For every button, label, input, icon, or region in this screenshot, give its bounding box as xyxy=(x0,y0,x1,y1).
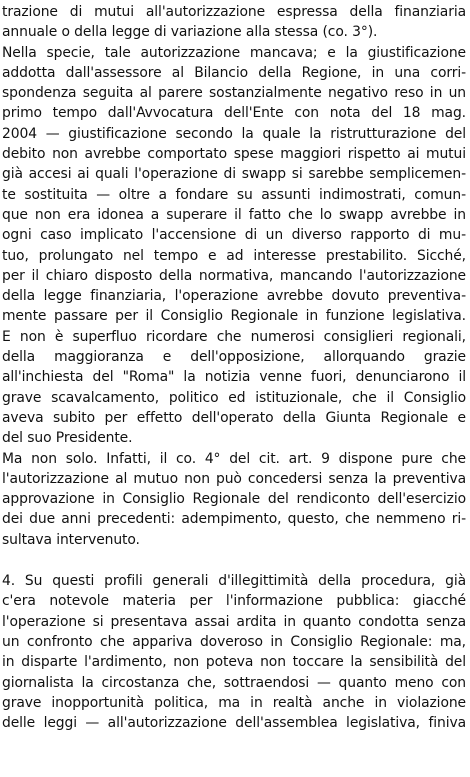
paragraph-gap xyxy=(0,550,470,571)
text-line: grave scavalcamento, politico ed istituzionale, che il Consiglio xyxy=(2,389,466,406)
text-line: trazione di mutui all'autorizzazione espressa della finanziaria xyxy=(2,4,466,20)
text-line: della legge finanziaria, l'operazione avrebbe dovuto preventiva- xyxy=(2,288,466,305)
text-line: debito non avrebbe comportato spese maggiori rispetto ai mutui xyxy=(2,146,466,163)
text-line: 4. Su questi profili generali d'illegittimità della procedura, già xyxy=(2,573,466,590)
text-line: l'autorizzazione al mutuo non può concedersi senza la preventiva xyxy=(2,470,466,487)
paragraph-block-2 xyxy=(0,571,470,733)
text-line: primo tempo dall'Avvocatura dell'Ente con nota del 18 mag. xyxy=(2,105,466,122)
text-line: grave inopportunità politica, ma in realtà anche in violazione xyxy=(2,694,466,711)
text-line: del suo Presidente. xyxy=(2,430,133,447)
text-line: spondenza seguita al parere sostanzialmente negativo reso in un xyxy=(2,85,466,102)
text-line: te sostituita — oltre a fondare su assunti indimostrati, comun- xyxy=(2,186,466,203)
text-line: sultava intervenuto. xyxy=(2,531,140,548)
paragraph-block-1 xyxy=(0,2,470,550)
text-line: approvazione in Consiglio Regionale del rendiconto dell'esercizio xyxy=(2,491,466,508)
text-line: tuo, prolungato nel tempo e ad interesse prestabilito. Sicché, xyxy=(2,247,466,264)
text-line: aveva subito per effetto dell'operato della Giunta Regionale e xyxy=(2,409,466,426)
text-line: delle leggi — all'autorizzazione dell'assemblea legislativa, finiva xyxy=(2,715,466,732)
text-line: mente passare per il Consiglio Regionale in funzione legislativa. xyxy=(2,308,466,325)
text-line: per il chiaro disposto della normativa, mancando l'autorizzazione xyxy=(2,267,466,284)
text-line: all'inchiesta del "Roma" la notizia venne fuori, denunciarono il xyxy=(2,369,466,386)
text-line: E non è superfluo ricordare che numerosi consiglieri regionali, xyxy=(2,328,466,345)
text-line: un confronto che appariva doveroso in Consiglio Regionale: ma, xyxy=(2,633,466,650)
text-line: l'operazione si presentava assai ardita in quanto condotta senza xyxy=(2,613,466,630)
document-page xyxy=(0,2,470,733)
text-line: della maggioranza e dell'opposizione, allorquando grazie xyxy=(2,349,466,366)
text-line: Ma non solo. Infatti, il co. 4° del cit. art. 9 dispone pure che xyxy=(2,450,466,467)
text-line: annuale o della legge di variazione alla stessa (co. 3°). xyxy=(2,24,378,41)
text-line: 2004 — giustificazione secondo la quale la ristrutturazione del xyxy=(2,125,466,142)
text-line: in disparte l'ardimento, non poteva non toccare la sensibilità del xyxy=(2,654,466,671)
text-line: ogni caso implicato l'accensione di un diverso rapporto di mu- xyxy=(2,227,466,244)
text-line: addotta dall'assessore al Bilancio della Regione, in una corri- xyxy=(2,64,466,81)
text-line: Nella specie, tale autorizzazione mancava; e la giustificazione xyxy=(2,44,466,61)
text-line: dei due anni precedenti: adempimento, questo, che nemmeno ri- xyxy=(2,511,466,528)
text-line: que non era idonea a superare il fatto che lo swapp avrebbe in xyxy=(2,206,466,223)
text-line: c'era notevole materia per l'informazione pubblica: giacché xyxy=(2,593,466,610)
text-line: giornalista la circostanza che, sottraendosi — quanto meno con xyxy=(2,674,466,691)
text-line: già accesi ai quali l'operazione di swapp si sarebbe semplicemen- xyxy=(2,166,466,183)
